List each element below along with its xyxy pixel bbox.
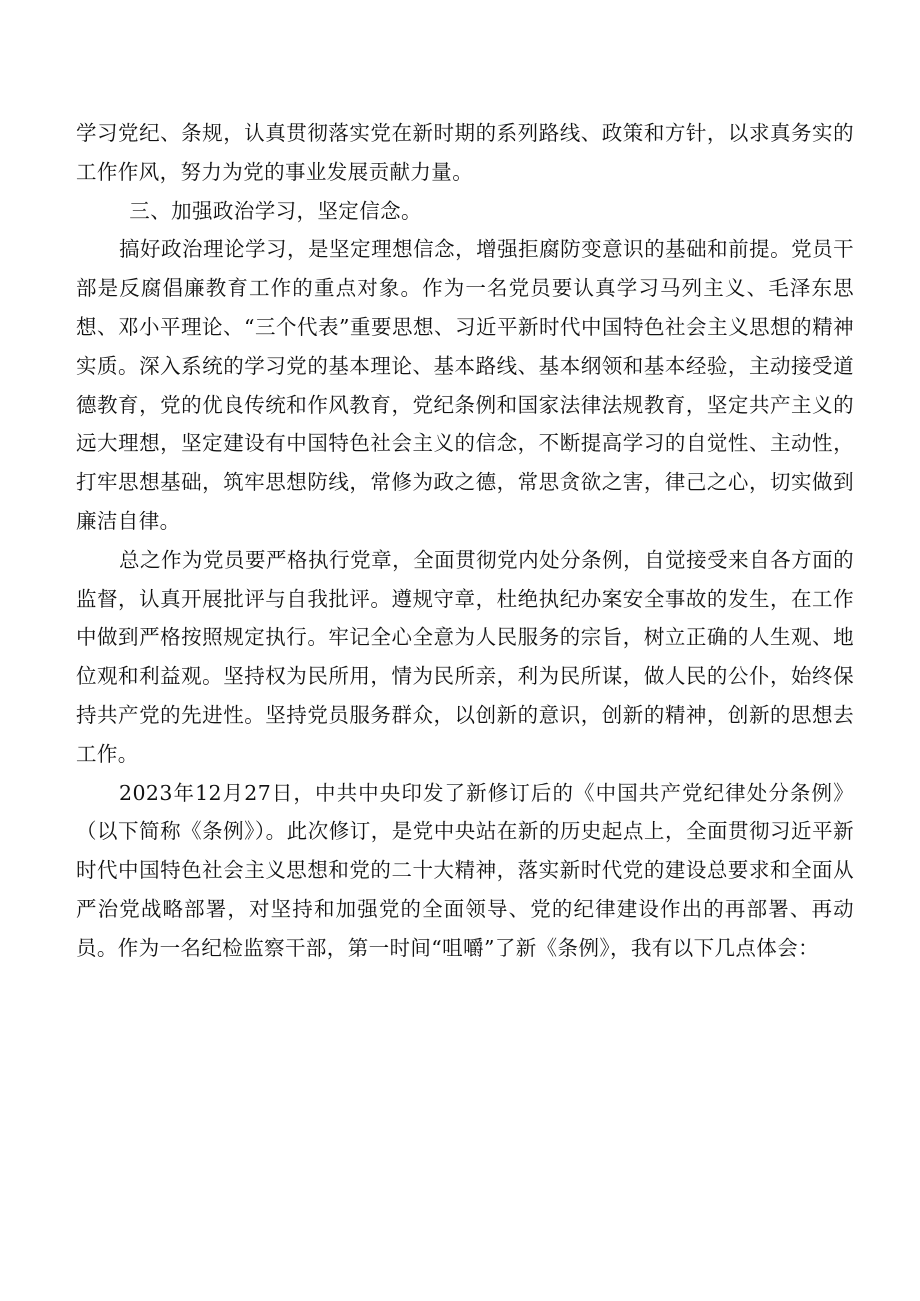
document-body <box>76 114 854 968</box>
paragraph-summary: 总之作为党员要严格执行党章，全面贯彻党内处分条例，自觉接受来自各方面的监督，认真开展批评与自我批评。遵规守章，杜绝执纪办案安全事故的发生，在工作中做到严格按照规定执行。牢记全心全意为人民服务的宗旨，树立正确的人生观、地位观和利益观。坚持权为民所用，情为民所亲，利为民所谋，做人民的公仆，始终保持共产党的先进性。坚持党员服务群众，以创新的意识，创新的精神，创新的思想去工作。 <box>76 547 854 766</box>
paragraph-regulation-revision: 2023年12月27日，中共中央印发了新修订后的《中国共产党纪律处分条例》（以下简称《条例》）。此次修订，是党中央站在新的历史起点上，全面贯彻习近平新时代中国特色社会主义思想和党的二十大精神，落实新时代党的建设总要求和全面从严治党战略部署，对坚持和加强党的全面领导、党的纪律建设作出的再部署、再动员。作为一名纪检监察干部，第一时间“咀嚼”了新《条例》，我有以下几点体会： <box>76 780 854 960</box>
paragraph-continuation: 学习党纪、条规，认真贯彻落实党在新时期的系列路线、政策和方针，以求真务实的工作作风，努力为党的事业发展贡献力量。 <box>76 121 854 184</box>
section-heading: 三、加强政治学习，坚定信念。 <box>129 198 422 223</box>
paragraph-political-study: 搞好政治理论学习，是坚定理想信念，增强拒腐防变意识的基础和前提。党员干部是反腐倡廉教育工作的重点对象。作为一名党员要认真学习马列主义、毛泽东思想、邓小平理论、“三个代表”重要思想、习近平新时代中国特色社会主义思想的精神实质。深入系统的学习党的基本理论、基本路线、基本纲领和基本经验，主动接受道德教育，党的优良传统和作风教育，党纪条例和国家法律法规教育，坚定共产主义的远大理想，坚定建设有中国特色社会主义的信念，不断提高学习的自觉性、主动性，打牢思想基础，筑牢思想防线，常修为政之德，常思贪欲之害，律己之心，切实做到廉洁自律。 <box>76 237 854 533</box>
